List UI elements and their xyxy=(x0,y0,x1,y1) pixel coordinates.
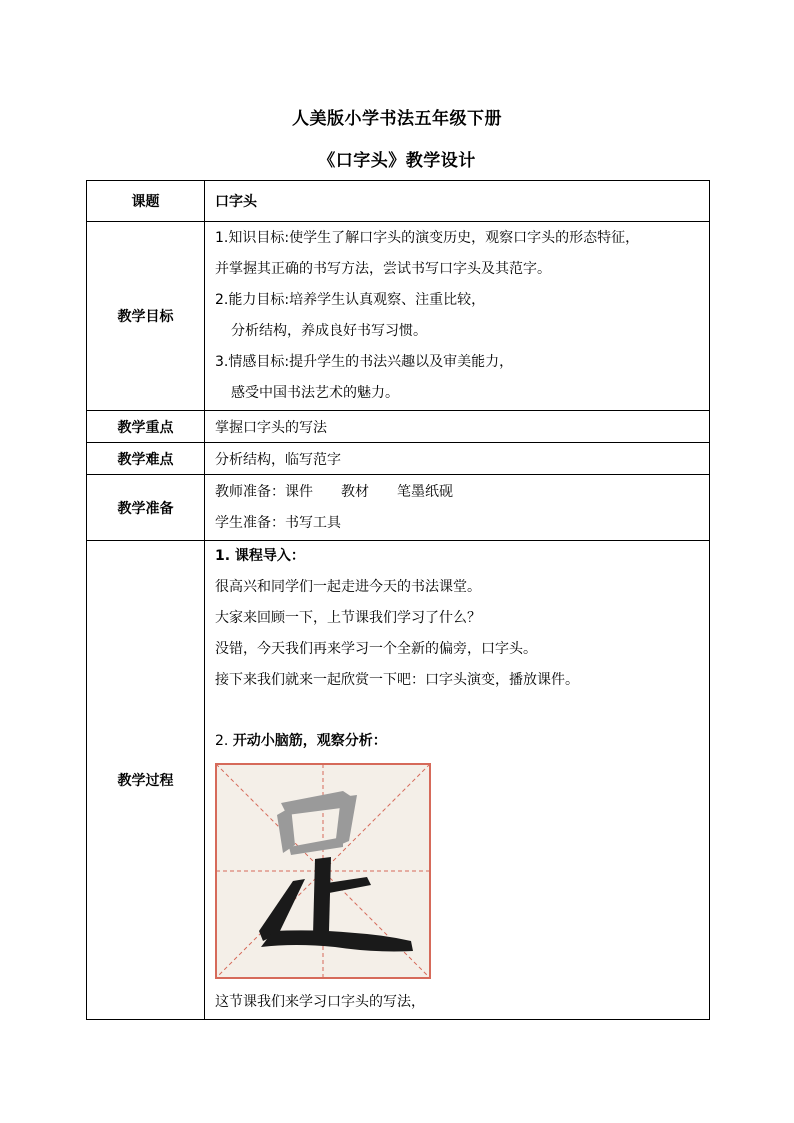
section1-line: 接下来我们就来一起欣赏一下吧：口字头演变，播放课件。 xyxy=(215,672,579,688)
process-content xyxy=(205,541,710,1020)
section2-number: 2. xyxy=(215,733,229,749)
document-title: 人美版小学书法五年级下册 xyxy=(292,109,502,129)
difficulty-row xyxy=(87,443,710,475)
goal-line: 分析结构，养成良好书写习惯。 xyxy=(231,323,427,339)
process-label: 教学过程 xyxy=(87,541,205,1020)
document-subtitle: 《口字头》教学设计 xyxy=(318,151,476,171)
goal-line: 2.能力目标:培养学生认真观察、注重比较， xyxy=(215,292,486,308)
lesson-plan-table xyxy=(86,180,710,1020)
goal-line: 并掌握其正确的书写方法，尝试书写口字头及其范字。 xyxy=(215,261,551,277)
preparation-content xyxy=(205,475,710,541)
spacer xyxy=(215,696,703,726)
key-point-label: 教学重点 xyxy=(87,411,205,443)
preparation-row xyxy=(87,475,710,541)
key-point-value: 掌握口字头的写法 xyxy=(205,411,710,443)
difficulty-label: 教学难点 xyxy=(87,443,205,475)
goals-row xyxy=(87,222,710,411)
goals-label: 教学目标 xyxy=(87,222,205,411)
section1-line: 很高兴和同学们一起走进今天的书法课堂。 xyxy=(215,579,481,595)
topic-value: 口字头 xyxy=(205,181,710,222)
key-point-row xyxy=(87,411,710,443)
calligraphy-example-image xyxy=(215,763,431,979)
goal-line: 感受中国书法艺术的魅力。 xyxy=(231,385,399,401)
section1-line: 大家来回顾一下，上节课我们学习了什么？ xyxy=(215,610,481,626)
process-row xyxy=(87,541,710,1020)
topic-label: 课题 xyxy=(87,181,205,222)
section1-title: 1. 课程导入： xyxy=(215,548,305,564)
closing-line: 这节课我们来学习口字头的写法， xyxy=(215,994,425,1010)
difficulty-value: 分析结构，临写范字 xyxy=(205,443,710,475)
tianzige-grid xyxy=(215,763,431,979)
student-preparation: 学生准备：书写工具 xyxy=(215,514,341,531)
goal-line: 1.知识目标:使学生了解口字头的演变历史，观察口字头的形态特征， xyxy=(215,230,640,246)
goals-content xyxy=(205,222,710,411)
section2-title-line xyxy=(215,726,703,757)
preparation-label: 教学准备 xyxy=(87,475,205,541)
section1-line: 没错，今天我们再来学习一个全新的偏旁，口字头。 xyxy=(215,641,537,657)
goal-line: 3.情感目标:提升学生的书法兴趣以及审美能力， xyxy=(215,354,514,370)
teacher-preparation: 教师准备：课件 教材 笔墨纸砚 xyxy=(215,483,453,500)
section2-title: 开动小脑筋，观察分析： xyxy=(232,733,387,749)
topic-row xyxy=(87,181,710,222)
